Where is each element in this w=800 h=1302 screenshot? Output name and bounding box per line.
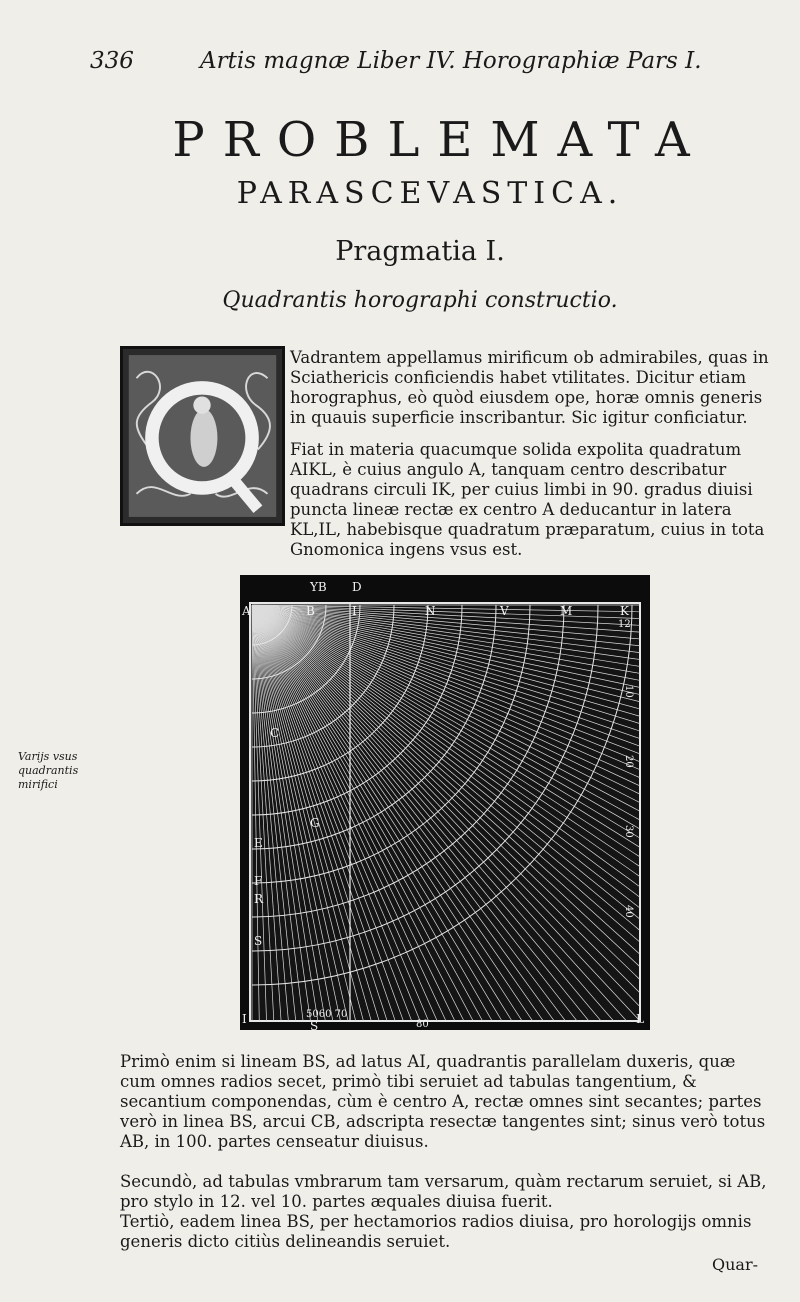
label-e: E [254, 836, 263, 850]
running-head [90, 48, 710, 82]
main-heading: PROBLEMATA [172, 112, 708, 168]
bottom-scale-80: 80 [416, 1019, 429, 1030]
quadrant-figure [240, 575, 650, 1030]
right-num-30: 30 [623, 825, 634, 838]
ornamental-initial-q-icon [120, 346, 285, 526]
catchword: Quar- [712, 1255, 759, 1274]
section-subtitle: Quadrantis horographi constructio. [222, 288, 618, 313]
label-d: D [352, 580, 362, 594]
label-l: L [636, 1012, 644, 1026]
running-title: Artis magnæ Liber IV. Horographiæ Pars I. [200, 48, 702, 74]
label-yb: YB [310, 580, 327, 594]
right-num-12: 12 [618, 619, 631, 630]
paragraph-1: Vadrantem appellamus mirificum ob admirabiles, quas in Sciathericis conficiendis habet vtilitates. Dicitur etiam horographus, eò quòd eiusdem ope, horæ omnis generis in quauis superficie inscribantur. Sic igitur conficiatur. [290, 348, 769, 427]
initial-woodcut [123, 349, 282, 523]
lower-paragraph-1: Primò enim si lineam BS, ad latus AI, quadrantis parallelam duxeris, quæ cum omnes radios secet, primò tibi seruiet ad tabulas tangentium, & secantium componendas, cùm è centro A, rectæ omnes sint secantes; partes verò in linea BS, arcui CB, adscripta resectæ tangentes sint; sinus verò totus AB, in 100. partes censeatur diuisus. [120, 1052, 766, 1151]
label-a: A [242, 604, 251, 618]
right-num-40: 40 [623, 905, 634, 918]
bottom-scale: 5060 70 [306, 1009, 348, 1020]
label-g: G [310, 816, 320, 830]
label-m: M [560, 604, 573, 618]
right-num-20: 20 [623, 755, 634, 768]
label-b: B [306, 604, 315, 618]
paragraph-2: Fiat in materia quacumque solida expolita quadratum AIKL, è cuius angulo A, tanquam centro describatur quadrans circuli IK, per cuius limbi in 90. gradus diuisi puncta lineæ rectæ ex centro A deducantur in latera KL,IL, habebisque quadratum præparatum, cuius in tota Gnomonica ingens vsus est. [290, 440, 765, 559]
label-s-bottom: S [310, 1019, 319, 1030]
label-r: R [254, 892, 264, 906]
label-s-left: S [254, 934, 263, 948]
quadrant-woodcut [240, 575, 650, 1030]
label-k: K [620, 604, 629, 618]
label-i-top: I [352, 604, 357, 618]
label-v: V [500, 604, 509, 618]
label-i-bottom: I [242, 1012, 247, 1026]
label-f: F [254, 874, 263, 888]
lower-paragraph-3: Tertiò, eadem linea BS, per hectamorios radios diuisa, pro horologijs omnis generis dicto citiùs delineandis seruiet. [120, 1212, 752, 1251]
lower-paragraph-2: Secundò, ad tabulas vmbrarum tam versarum, quàm rectarum seruiet, si AB, pro stylo in 12. vel 10. partes æquales diuisa fuerit. [120, 1172, 767, 1211]
section-heading: Pragmatia I. [335, 236, 505, 267]
sub-heading: PARASCEVASTICA. [236, 176, 624, 211]
label-n: N [425, 604, 436, 618]
label-c: C [270, 726, 280, 740]
marginal-note: Varijs vsus quadrantis mirifici [18, 750, 79, 791]
right-num-10: 10 [623, 685, 634, 698]
page-number: 336 [90, 48, 134, 74]
